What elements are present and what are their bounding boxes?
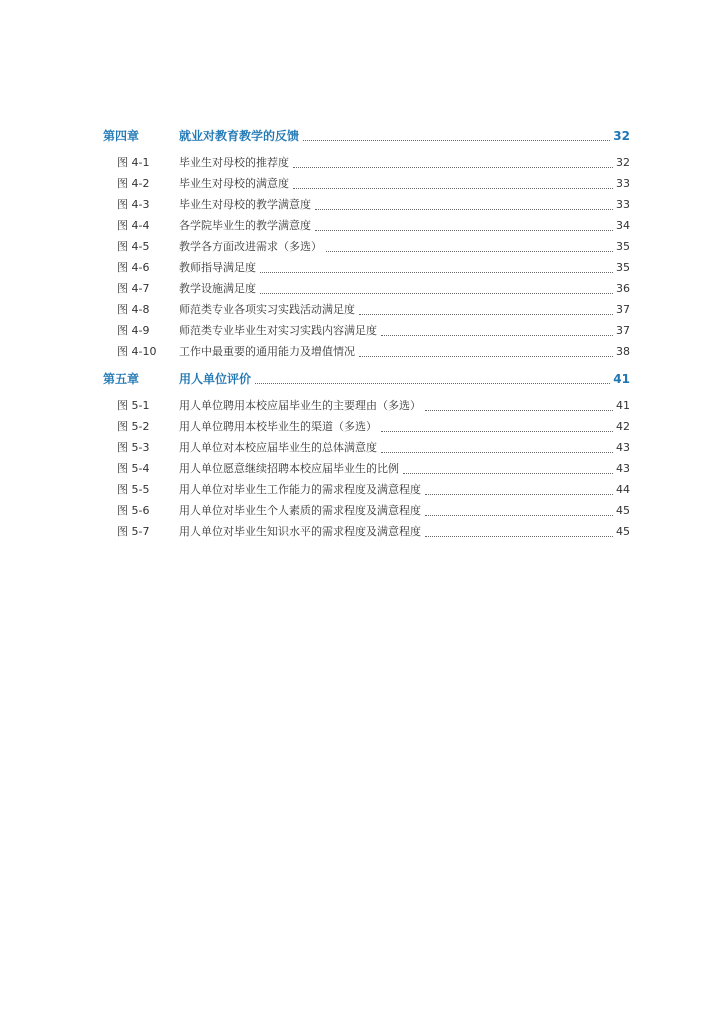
figure-label: 图 5-2	[117, 420, 150, 433]
figure-label: 图 4-4	[117, 219, 150, 232]
figure-title: 用人单位对毕业生知识水平的需求程度及满意程度	[179, 525, 421, 538]
toc-figure-4-2[interactable]	[103, 172, 630, 192]
toc-figure-4-5[interactable]	[103, 235, 630, 255]
dot-leader	[403, 473, 613, 474]
figure-page-number: 43	[616, 441, 630, 454]
figure-page-number: 45	[616, 525, 630, 538]
figure-page-number: 38	[616, 345, 630, 358]
figure-title: 教学各方面改进需求（多选）	[179, 240, 322, 253]
figure-label: 图 4-5	[117, 240, 150, 253]
toc-figure-5-5[interactable]	[103, 478, 630, 498]
figure-page-number: 44	[616, 483, 630, 496]
figure-title: 用人单位对毕业生个人素质的需求程度及满意程度	[179, 504, 421, 517]
chapter-title: 就业对教育教学的反馈	[179, 129, 300, 143]
dot-leader	[326, 251, 613, 252]
dot-leader	[293, 188, 613, 189]
figure-label: 图 4-7	[117, 282, 150, 295]
toc-figure-5-6[interactable]	[103, 499, 630, 519]
toc-figure-4-3[interactable]	[103, 193, 630, 213]
figure-page-number: 33	[616, 198, 630, 211]
dot-leader	[255, 383, 610, 384]
figure-label: 图 4-3	[117, 198, 150, 211]
figure-title: 用人单位愿意继续招聘本校应届毕业生的比例	[179, 462, 399, 475]
figure-page-number: 35	[616, 240, 630, 253]
dot-leader	[293, 167, 613, 168]
dot-leader	[425, 494, 613, 495]
figure-label: 图 4-9	[117, 324, 150, 337]
figure-title: 用人单位聘用本校毕业生的渠道（多选）	[179, 420, 377, 433]
figure-page-number: 42	[616, 420, 630, 433]
figure-label: 图 4-6	[117, 261, 150, 274]
toc-figure-5-2[interactable]	[103, 415, 630, 435]
figure-title: 教师指导满足度	[179, 261, 256, 274]
figure-title: 用人单位聘用本校应届毕业生的主要理由（多选）	[179, 399, 421, 412]
chapter-page-number: 32	[613, 129, 630, 143]
figure-label: 图 5-5	[117, 483, 150, 496]
chapter-title: 用人单位评价	[179, 372, 252, 386]
toc-figure-4-6[interactable]	[103, 256, 630, 276]
figure-title: 教学设施满足度	[179, 282, 256, 295]
toc-figure-4-9[interactable]	[103, 319, 630, 339]
figure-title: 工作中最重要的通用能力及增值情况	[179, 345, 355, 358]
figure-title: 各学院毕业生的教学满意度	[179, 219, 311, 232]
dot-leader	[359, 314, 613, 315]
toc-figure-4-7[interactable]	[103, 277, 630, 297]
figure-label: 图 5-1	[117, 399, 150, 412]
toc-figure-5-4[interactable]	[103, 457, 630, 477]
toc-figure-4-10[interactable]	[103, 340, 630, 360]
toc-chapter-4[interactable]	[103, 124, 630, 144]
toc-figure-5-7[interactable]	[103, 520, 630, 540]
dot-leader	[381, 335, 613, 336]
figure-page-number: 37	[616, 303, 630, 316]
dot-leader	[260, 272, 613, 273]
dot-leader	[315, 209, 613, 210]
figure-page-number: 35	[616, 261, 630, 274]
chapter-page-number: 41	[613, 372, 630, 386]
dot-leader	[425, 536, 613, 537]
figure-title: 师范类专业毕业生对实习实践内容满足度	[179, 324, 377, 337]
figure-label: 图 4-1	[117, 156, 150, 169]
figure-title: 用人单位对毕业生工作能力的需求程度及满意程度	[179, 483, 421, 496]
figure-title: 毕业生对母校的推荐度	[179, 156, 289, 169]
toc-chapter-5[interactable]	[103, 367, 630, 387]
dot-leader	[425, 515, 613, 516]
figure-page-number: 41	[616, 399, 630, 412]
dot-leader	[303, 140, 610, 141]
figure-label: 图 4-10	[117, 345, 157, 358]
figure-title: 用人单位对本校应届毕业生的总体满意度	[179, 441, 377, 454]
toc-figure-5-1[interactable]	[103, 394, 630, 414]
chapter-label: 第四章	[103, 129, 140, 143]
toc-figure-4-8[interactable]	[103, 298, 630, 318]
figure-page-number: 37	[616, 324, 630, 337]
figure-title: 毕业生对母校的满意度	[179, 177, 289, 190]
figure-page-number: 36	[616, 282, 630, 295]
dot-leader	[381, 431, 613, 432]
figure-page-number: 45	[616, 504, 630, 517]
figure-label: 图 5-4	[117, 462, 150, 475]
dot-leader	[425, 410, 613, 411]
figure-page-number: 32	[616, 156, 630, 169]
figure-page-number: 34	[616, 219, 630, 232]
figure-label: 图 5-6	[117, 504, 150, 517]
figure-label: 图 5-3	[117, 441, 150, 454]
figure-page-number: 33	[616, 177, 630, 190]
figure-label: 图 4-8	[117, 303, 150, 316]
dot-leader	[381, 452, 613, 453]
dot-leader	[260, 293, 613, 294]
dot-leader	[315, 230, 613, 231]
dot-leader	[359, 356, 613, 357]
figure-page-number: 43	[616, 462, 630, 475]
chapter-label: 第五章	[103, 372, 140, 386]
figure-title: 毕业生对母校的教学满意度	[179, 198, 311, 211]
figure-title: 师范类专业各项实习实践活动满足度	[179, 303, 355, 316]
toc-figure-5-3[interactable]	[103, 436, 630, 456]
toc-figure-4-1[interactable]	[103, 151, 630, 171]
figure-label: 图 4-2	[117, 177, 150, 190]
toc-figure-4-4[interactable]	[103, 214, 630, 234]
figure-label: 图 5-7	[117, 525, 150, 538]
